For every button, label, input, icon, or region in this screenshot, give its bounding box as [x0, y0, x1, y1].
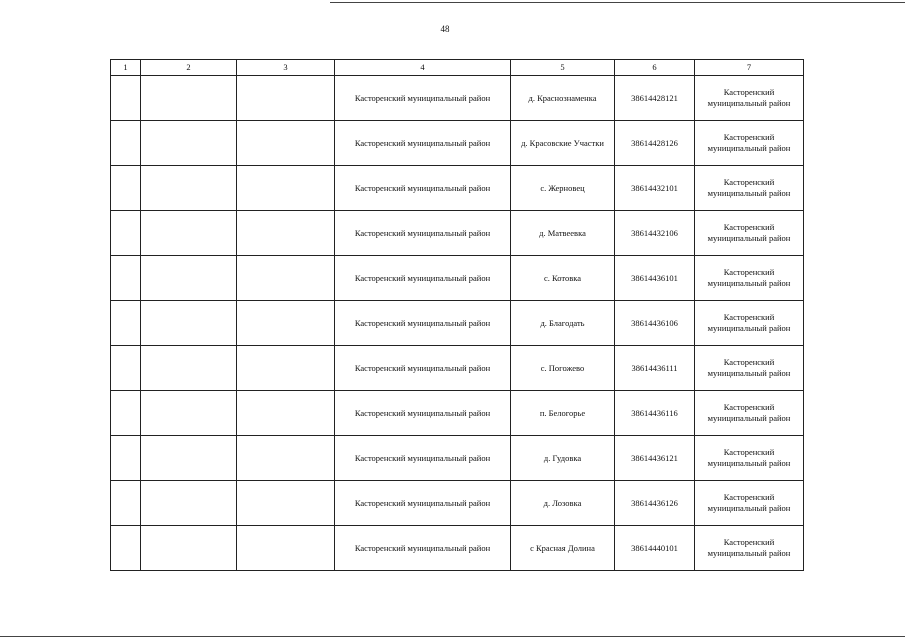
- col3-cell: [237, 256, 335, 301]
- oktmo-code-cell: 38614432106: [615, 211, 695, 256]
- table-row: [111, 526, 804, 571]
- oktmo-code-cell: 38614436106: [615, 301, 695, 346]
- row-index-cell: [111, 436, 141, 481]
- col3-cell: [237, 436, 335, 481]
- column-number-row: [111, 60, 804, 76]
- settlement-cell: д. Матвеевка: [511, 211, 615, 256]
- col2-cell: [141, 301, 237, 346]
- settlement-cell: с. Котовка: [511, 256, 615, 301]
- municipality-cell: Касторенский муниципальный район: [695, 301, 804, 346]
- municipality-cell: Касторенский муниципальный район: [695, 211, 804, 256]
- settlement-cell: с. Жерновец: [511, 166, 615, 211]
- row-index-cell: [111, 526, 141, 571]
- table-row: [111, 301, 804, 346]
- settlement-cell: с. Погожево: [511, 346, 615, 391]
- col2-cell: [141, 256, 237, 301]
- district-cell: Касторенский муниципальный район: [335, 436, 511, 481]
- register-table: [110, 59, 804, 571]
- settlement-cell: п. Белогорье: [511, 391, 615, 436]
- page-number: 48: [440, 24, 450, 34]
- oktmo-code-cell: 38614436121: [615, 436, 695, 481]
- oktmo-code-cell: 38614436126: [615, 481, 695, 526]
- district-cell: Касторенский муниципальный район: [335, 166, 511, 211]
- column-header: 6: [615, 60, 695, 76]
- oktmo-code-cell: 38614428121: [615, 76, 695, 121]
- table-row: [111, 121, 804, 166]
- col2-cell: [141, 526, 237, 571]
- municipality-cell: Касторенский муниципальный район: [695, 76, 804, 121]
- table-row: [111, 166, 804, 211]
- oktmo-code-cell: 38614432101: [615, 166, 695, 211]
- table-row: [111, 256, 804, 301]
- district-cell: Касторенский муниципальный район: [335, 526, 511, 571]
- col3-cell: [237, 391, 335, 436]
- settlement-cell: с Красная Долина: [511, 526, 615, 571]
- municipality-cell: Касторенский муниципальный район: [695, 121, 804, 166]
- col2-cell: [141, 76, 237, 121]
- col2-cell: [141, 121, 237, 166]
- col3-cell: [237, 526, 335, 571]
- district-cell: Касторенский муниципальный район: [335, 346, 511, 391]
- col2-cell: [141, 481, 237, 526]
- top-edge-rule: [330, 2, 905, 3]
- municipality-cell: Касторенский муниципальный район: [695, 391, 804, 436]
- district-cell: Касторенский муниципальный район: [335, 481, 511, 526]
- col3-cell: [237, 76, 335, 121]
- row-index-cell: [111, 256, 141, 301]
- municipality-cell: Касторенский муниципальный район: [695, 166, 804, 211]
- table-row: [111, 76, 804, 121]
- row-index-cell: [111, 166, 141, 211]
- oktmo-code-cell: 38614428126: [615, 121, 695, 166]
- row-index-cell: [111, 391, 141, 436]
- col2-cell: [141, 436, 237, 481]
- table-row: [111, 391, 804, 436]
- col2-cell: [141, 211, 237, 256]
- district-cell: Касторенский муниципальный район: [335, 256, 511, 301]
- row-index-cell: [111, 481, 141, 526]
- oktmo-code-cell: 38614440101: [615, 526, 695, 571]
- column-header: 1: [111, 60, 141, 76]
- district-cell: Касторенский муниципальный район: [335, 76, 511, 121]
- col3-cell: [237, 166, 335, 211]
- municipality-cell: Касторенский муниципальный район: [695, 256, 804, 301]
- municipality-cell: Касторенский муниципальный район: [695, 526, 804, 571]
- table-row: [111, 481, 804, 526]
- municipality-cell: Касторенский муниципальный район: [695, 436, 804, 481]
- settlement-cell: д. Лозовка: [511, 481, 615, 526]
- oktmo-code-cell: 38614436111: [615, 346, 695, 391]
- table-header: [111, 60, 804, 76]
- table-row: [111, 346, 804, 391]
- district-cell: Касторенский муниципальный район: [335, 211, 511, 256]
- row-index-cell: [111, 301, 141, 346]
- bottom-edge-rule: [0, 636, 905, 637]
- column-header: 5: [511, 60, 615, 76]
- settlement-cell: д. Краснознаменка: [511, 76, 615, 121]
- settlement-cell: д. Красовские Участки: [511, 121, 615, 166]
- col3-cell: [237, 211, 335, 256]
- table-body: [111, 76, 804, 571]
- oktmo-code-cell: 38614436101: [615, 256, 695, 301]
- district-cell: Касторенский муниципальный район: [335, 301, 511, 346]
- district-cell: Касторенский муниципальный район: [335, 391, 511, 436]
- column-header: 7: [695, 60, 804, 76]
- oktmo-code-cell: 38614436116: [615, 391, 695, 436]
- col3-cell: [237, 121, 335, 166]
- col2-cell: [141, 391, 237, 436]
- col2-cell: [141, 166, 237, 211]
- row-index-cell: [111, 121, 141, 166]
- col3-cell: [237, 481, 335, 526]
- table-row: [111, 211, 804, 256]
- settlement-cell: д. Гудовка: [511, 436, 615, 481]
- row-index-cell: [111, 346, 141, 391]
- district-cell: Касторенский муниципальный район: [335, 121, 511, 166]
- municipality-cell: Касторенский муниципальный район: [695, 481, 804, 526]
- table-row: [111, 436, 804, 481]
- row-index-cell: [111, 76, 141, 121]
- col3-cell: [237, 346, 335, 391]
- municipality-cell: Касторенский муниципальный район: [695, 346, 804, 391]
- row-index-cell: [111, 211, 141, 256]
- column-header: 2: [141, 60, 237, 76]
- col3-cell: [237, 301, 335, 346]
- settlement-cell: д. Благодать: [511, 301, 615, 346]
- col2-cell: [141, 346, 237, 391]
- column-header: 3: [237, 60, 335, 76]
- column-header: 4: [335, 60, 511, 76]
